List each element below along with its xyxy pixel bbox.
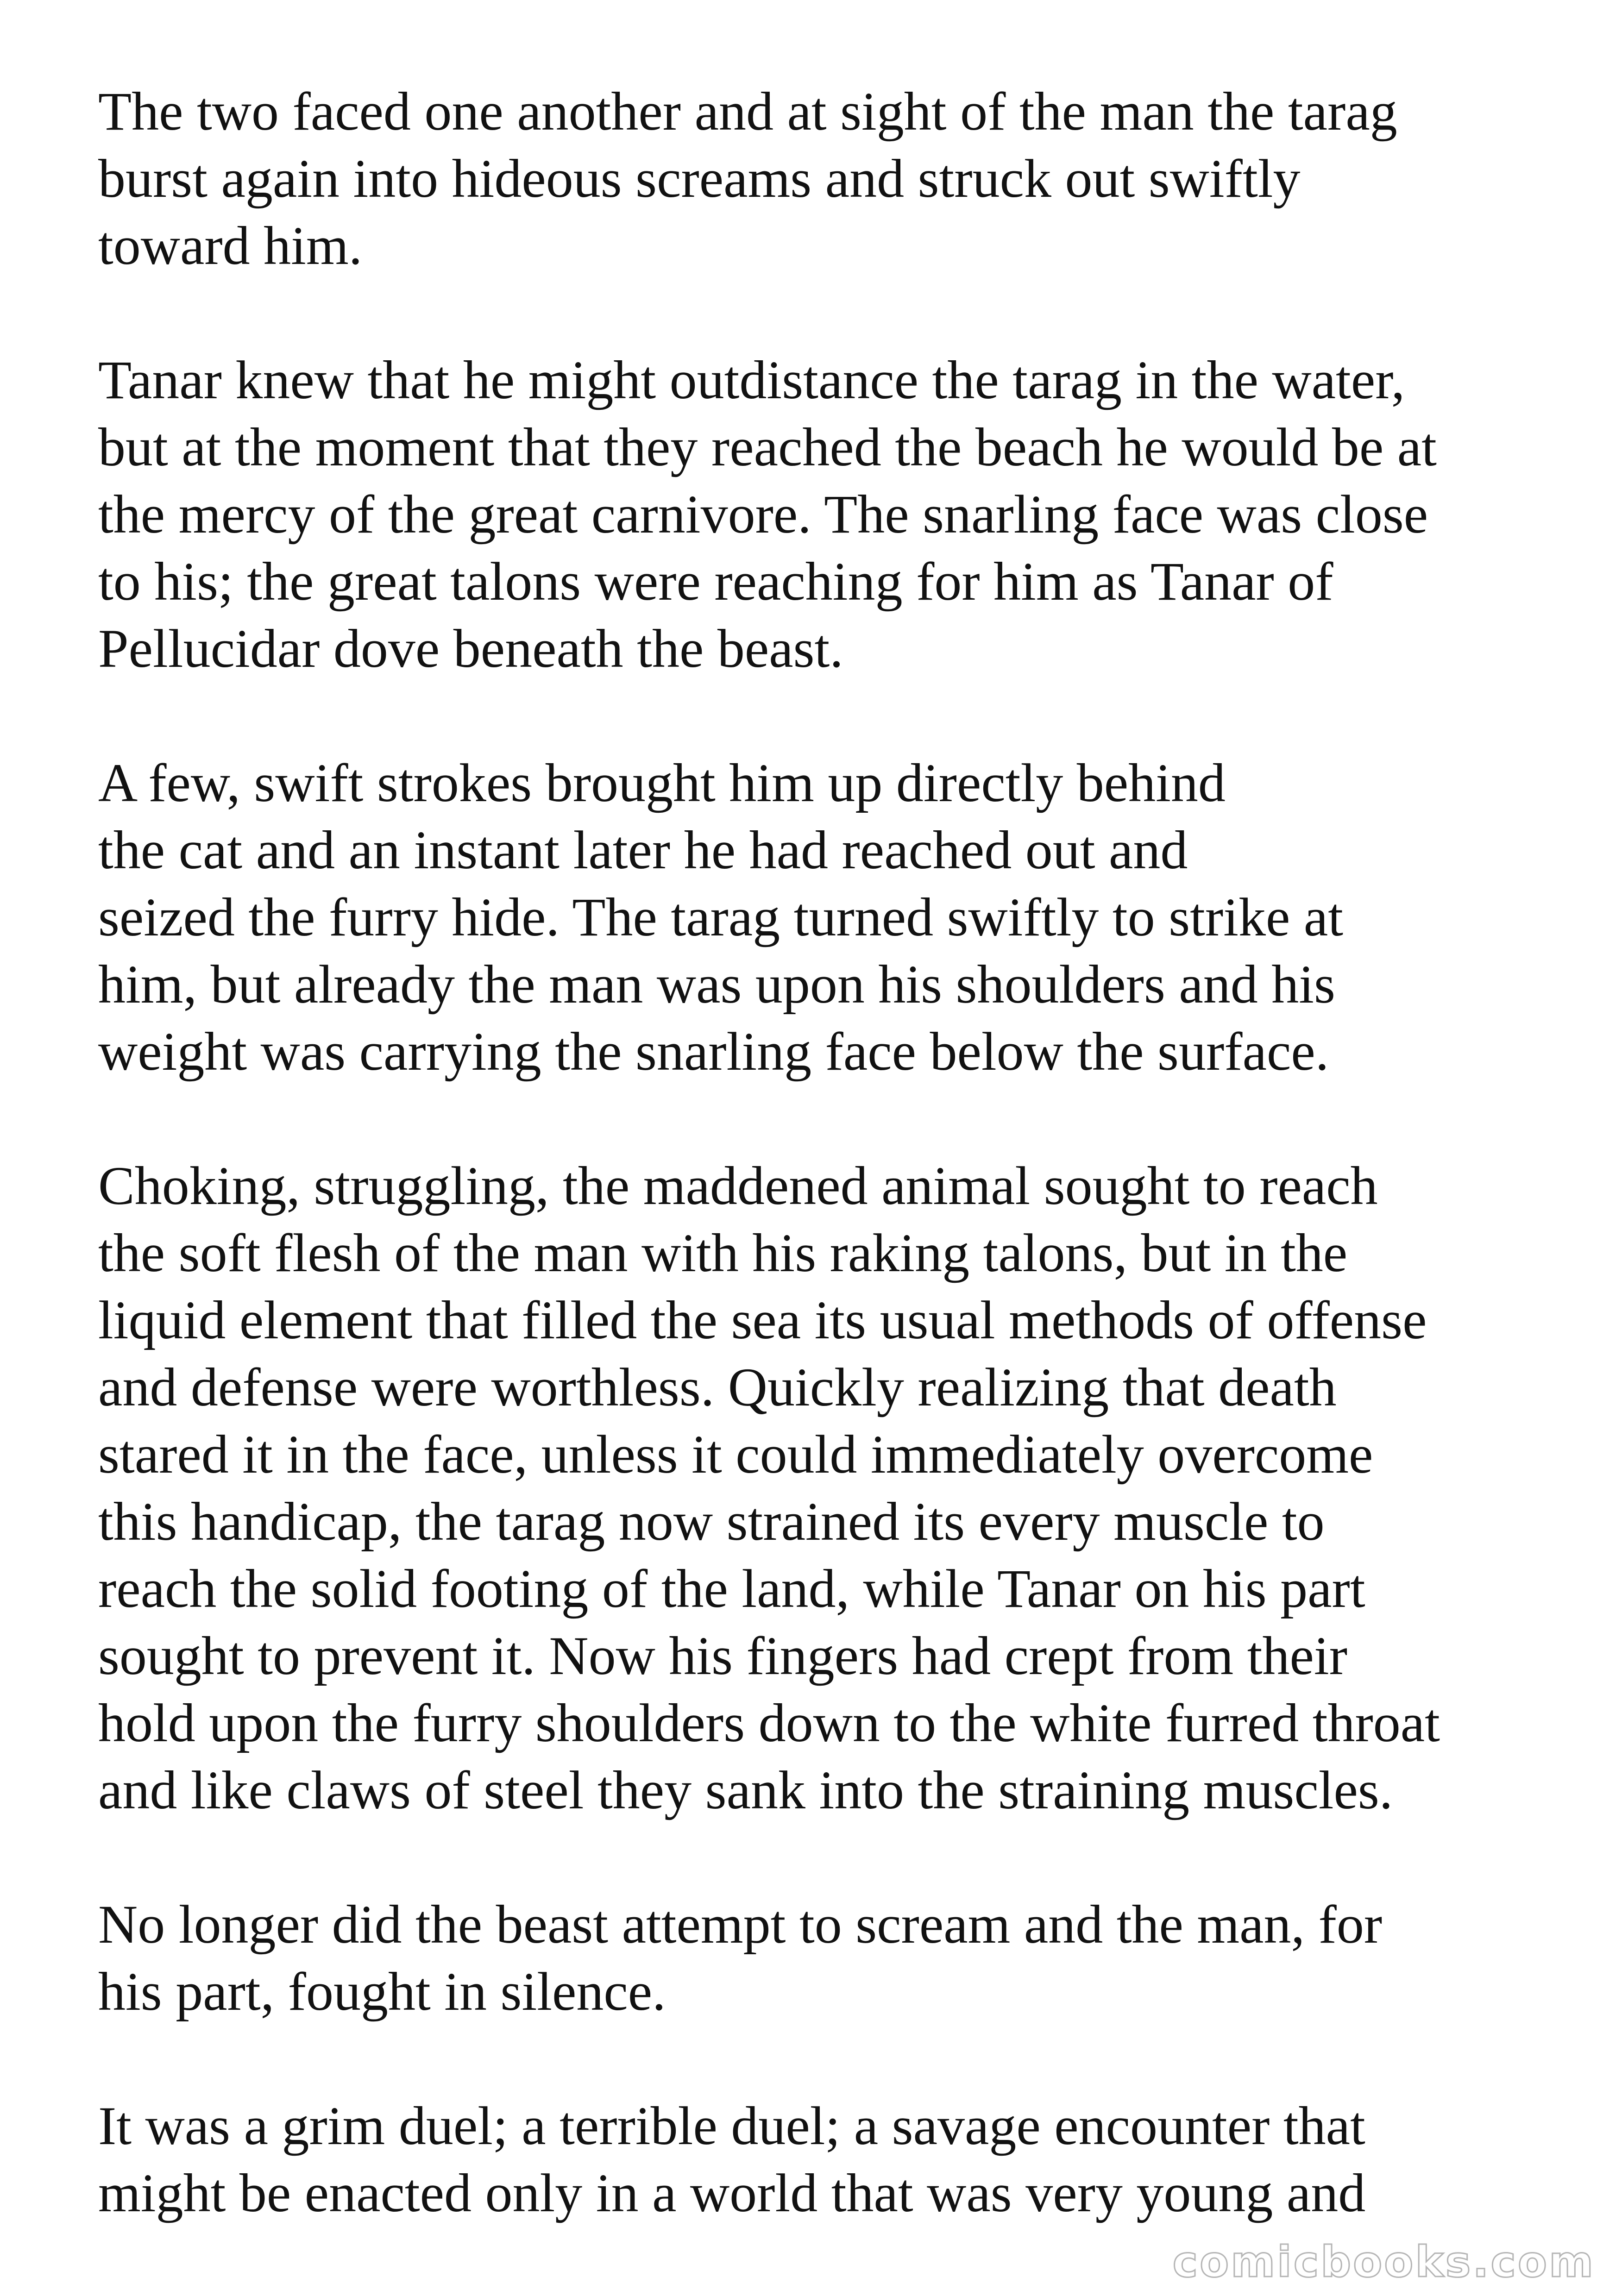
paragraph-6	[98, 2092, 1571, 2227]
text-line: stared it in the face, unless it could immediately overcome	[98, 1424, 1373, 1485]
text-line: seized the furry hide. The tarag turned swiftly to strike at	[98, 887, 1344, 947]
text-line: but at the moment that they reached the beach he would be at	[98, 417, 1437, 477]
paragraph-3	[98, 749, 1571, 1085]
text-line: to his; the great talons were reaching for him as Tanar of	[98, 551, 1333, 612]
paragraph-1	[98, 78, 1571, 279]
text-line: liquid element that filled the sea its usual methods of offense	[98, 1290, 1427, 1350]
paragraph-5	[98, 1891, 1571, 2025]
text-line: and like claws of steel they sank into the straining muscles.	[98, 1760, 1393, 1820]
page-body-text	[98, 78, 1571, 2294]
text-line: this handicap, the tarag now strained its every muscle to	[98, 1491, 1325, 1552]
text-line: burst again into hideous screams and struck out swiftly	[98, 148, 1301, 209]
text-line: sought to prevent it. Now his fingers had crept from their	[98, 1625, 1348, 1686]
text-line: his part, fought in silence.	[98, 1961, 666, 2022]
text-line: the mercy of the great carnivore. The snarling face was close	[98, 484, 1428, 545]
paragraph-4	[98, 1152, 1571, 1824]
comicbooks-watermark: comicbooks.com	[1172, 2237, 1595, 2287]
text-line: Tanar knew that he might outdistance the tarag in the water,	[98, 350, 1405, 410]
text-line: him, but already the man was upon his shoulders and his	[98, 954, 1335, 1015]
text-line: reach the solid footing of the land, while Tanar on his part	[98, 1558, 1365, 1619]
text-line: weight was carrying the snarling face below the surface.	[98, 1021, 1329, 1082]
text-line: the cat and an instant later he had reached out and	[98, 820, 1188, 880]
text-line: hold upon the furry shoulders down to the white furred throat	[98, 1693, 1440, 1753]
text-line: and defense were worthless. Quickly realizing that death	[98, 1357, 1337, 1418]
text-line: might be enacted only in a world that was very young and	[98, 2163, 1366, 2223]
text-line: toward him.	[98, 215, 363, 276]
text-line: The two faced one another and at sight of the man the tarag	[98, 81, 1397, 142]
text-line: A few, swift strokes brought him up directly behind	[98, 753, 1226, 813]
text-line: It was a grim duel; a terrible duel; a savage encounter that	[98, 2095, 1365, 2156]
text-line: Pellucidar dove beneath the beast.	[98, 618, 843, 679]
paragraph-2	[98, 346, 1571, 682]
text-line: Choking, struggling, the maddened animal sought to reach	[98, 1155, 1378, 1216]
text-line: the soft flesh of the man with his raking talons, but in the	[98, 1223, 1348, 1283]
text-line: No longer did the beast attempt to scream and the man, for	[98, 1894, 1383, 1955]
